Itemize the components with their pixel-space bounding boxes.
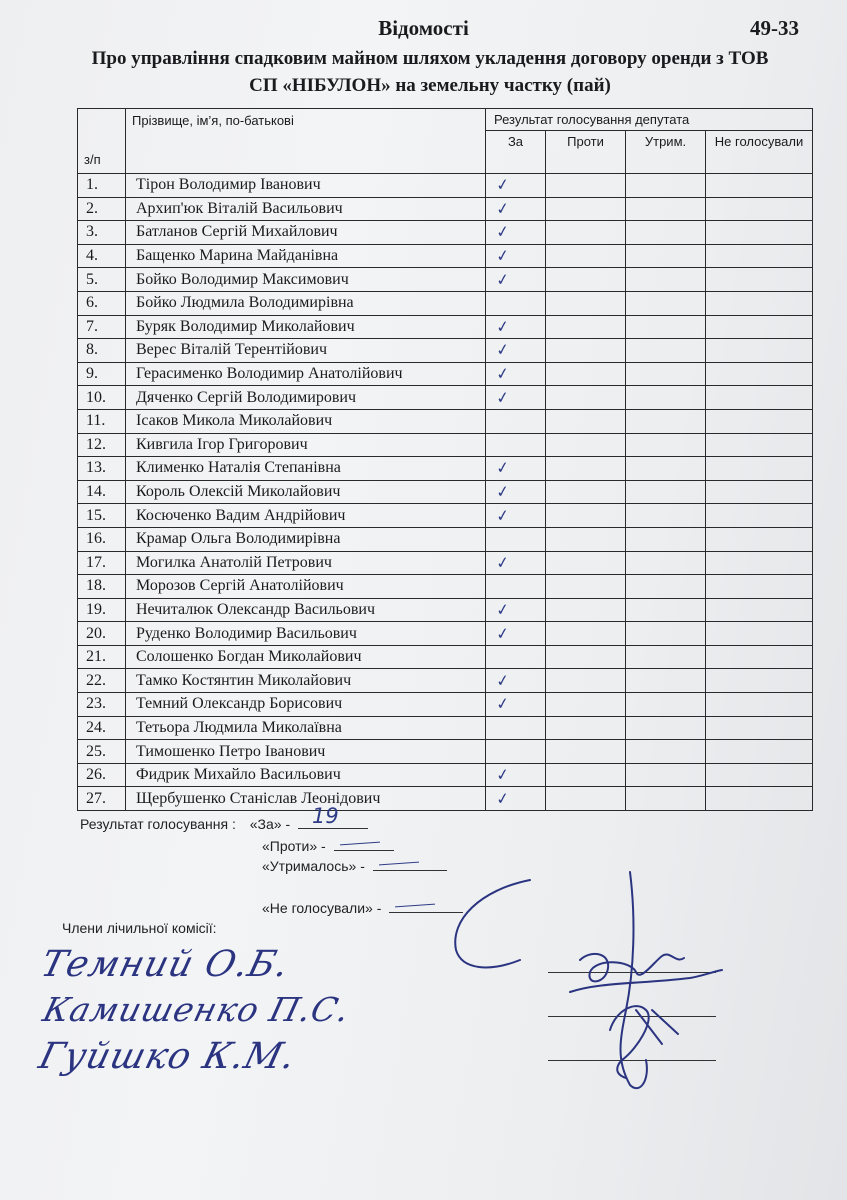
row-vote-not-voted <box>706 339 813 363</box>
chairman-signature <box>440 860 740 1100</box>
row-vote-abstain <box>626 740 706 764</box>
row-vote-abstain <box>626 716 706 740</box>
row-vote-not-voted <box>706 527 813 551</box>
not-voted-dash <box>395 904 435 908</box>
row-vote-against <box>546 409 626 433</box>
check-mark-icon: ✓ <box>494 457 511 479</box>
row-vote-abstain <box>626 221 706 245</box>
row-vote-not-voted <box>706 575 813 599</box>
results-against-line <box>262 838 394 854</box>
table-row <box>78 386 813 410</box>
row-number: 4. <box>78 244 126 268</box>
row-name: Бащенко Марина Майданівна <box>126 244 486 268</box>
row-name: Щербушенко Станіслав Леонідович <box>126 787 486 811</box>
row-vote-abstain <box>626 433 706 457</box>
row-number: 6. <box>78 291 126 315</box>
for-value: 19 <box>312 804 339 828</box>
row-vote-against <box>546 386 626 410</box>
row-name: Дяченко Сергій Володимирович <box>126 386 486 410</box>
row-vote-for <box>486 575 546 599</box>
table-row <box>78 480 813 504</box>
row-vote-against <box>546 740 626 764</box>
row-vote-for <box>486 244 546 268</box>
table-row <box>78 197 813 221</box>
row-vote-for <box>486 716 546 740</box>
row-vote-for <box>486 598 546 622</box>
row-vote-abstain <box>626 575 706 599</box>
voting-table <box>77 108 813 811</box>
table-row <box>78 645 813 669</box>
row-vote-for <box>486 386 546 410</box>
row-vote-against <box>546 197 626 221</box>
check-mark-icon: ✓ <box>494 787 511 809</box>
row-number: 12. <box>78 433 126 457</box>
table-row <box>78 409 813 433</box>
row-vote-not-voted <box>706 197 813 221</box>
row-name: Архип'юк Віталій Васильович <box>126 197 486 221</box>
row-vote-for <box>486 291 546 315</box>
table-row <box>78 244 813 268</box>
table-row <box>78 339 813 363</box>
row-vote-abstain <box>626 409 706 433</box>
row-vote-against <box>546 268 626 292</box>
row-vote-for <box>486 669 546 693</box>
row-number: 9. <box>78 362 126 386</box>
header-result: Результат голосування депутата <box>486 109 813 131</box>
row-number: 7. <box>78 315 126 339</box>
row-number: 20. <box>78 622 126 646</box>
row-vote-abstain <box>626 291 706 315</box>
row-vote-for <box>486 174 546 198</box>
table-row <box>78 740 813 764</box>
row-vote-abstain <box>626 268 706 292</box>
row-number: 14. <box>78 480 126 504</box>
check-mark-icon: ✓ <box>494 245 511 266</box>
row-name: Руденко Володимир Васильович <box>126 622 486 646</box>
row-number: 10. <box>78 386 126 410</box>
results-abstain-line <box>262 858 447 874</box>
row-vote-abstain <box>626 645 706 669</box>
row-number: 21. <box>78 645 126 669</box>
document-subtitle <box>40 45 820 99</box>
row-vote-abstain <box>626 457 706 481</box>
row-vote-against <box>546 598 626 622</box>
row-vote-abstain <box>626 244 706 268</box>
row-vote-abstain <box>626 386 706 410</box>
signature-stroke-hatch <box>636 1010 678 1044</box>
row-name: Солошенко Богдан Миколайович <box>126 645 486 669</box>
row-vote-against <box>546 362 626 386</box>
for-label: «За» - <box>249 816 291 832</box>
commission-member-signature-3: Гуйшко К.М. <box>34 1036 301 1077</box>
row-vote-abstain <box>626 787 706 811</box>
row-number: 8. <box>78 339 126 363</box>
row-vote-against <box>546 504 626 528</box>
header-for: За <box>486 131 546 174</box>
row-vote-not-voted <box>706 669 813 693</box>
row-number: 13. <box>78 457 126 481</box>
table-row <box>78 669 813 693</box>
check-mark-icon: ✓ <box>494 198 511 219</box>
against-blank <box>334 838 394 851</box>
row-vote-for <box>486 315 546 339</box>
row-vote-for <box>486 740 546 764</box>
check-mark-icon: ✓ <box>494 268 511 290</box>
row-number: 19. <box>78 598 126 622</box>
row-number: 27. <box>78 787 126 811</box>
row-number: 5. <box>78 268 126 292</box>
table-row <box>78 622 813 646</box>
table-row <box>78 362 813 386</box>
signature-stroke-lower <box>610 1006 649 1078</box>
check-mark-icon: ✓ <box>494 599 511 620</box>
row-name: Морозов Сергій Анатолійович <box>126 575 486 599</box>
row-name: Буряк Володимир Миколайович <box>126 315 486 339</box>
row-vote-not-voted <box>706 268 813 292</box>
row-vote-not-voted <box>706 291 813 315</box>
table-row <box>78 433 813 457</box>
row-vote-not-voted <box>706 433 813 457</box>
row-vote-for <box>486 504 546 528</box>
row-vote-against <box>546 457 626 481</box>
table-row <box>78 221 813 245</box>
row-number: 23. <box>78 693 126 717</box>
row-number: 26. <box>78 763 126 787</box>
row-vote-abstain <box>626 763 706 787</box>
row-name: Тірон Володимир Іванович <box>126 174 486 198</box>
abstain-dash <box>379 862 419 866</box>
row-vote-against <box>546 575 626 599</box>
row-vote-for <box>486 693 546 717</box>
commission-member-signature-1: Темний О.Б. <box>36 944 294 985</box>
row-vote-not-voted <box>706 716 813 740</box>
header-against: Проти <box>546 131 626 174</box>
row-vote-not-voted <box>706 598 813 622</box>
row-name: Нечиталюк Олександр Васильович <box>126 598 486 622</box>
commission-member-signature-2: Камишенко П.С. <box>39 990 355 1029</box>
against-dash <box>340 842 380 846</box>
header-name: Прізвище, ім’я, по-батькові <box>126 109 486 174</box>
results-for-line <box>80 804 368 832</box>
row-vote-not-voted <box>706 386 813 410</box>
row-vote-against <box>546 433 626 457</box>
row-number: 15. <box>78 504 126 528</box>
row-vote-for <box>486 409 546 433</box>
row-number: 11. <box>78 409 126 433</box>
row-vote-against <box>546 480 626 504</box>
row-vote-against <box>546 315 626 339</box>
row-name: Тимошенко Петро Іванович <box>126 740 486 764</box>
row-vote-for <box>486 787 546 811</box>
table-row <box>78 575 813 599</box>
row-vote-abstain <box>626 480 706 504</box>
check-mark-icon: ✓ <box>494 363 511 384</box>
row-vote-for <box>486 622 546 646</box>
table-row <box>78 527 813 551</box>
row-vote-for <box>486 645 546 669</box>
row-name: Тетьора Людмила Миколаївна <box>126 716 486 740</box>
check-mark-icon: ✓ <box>494 504 511 526</box>
row-vote-abstain <box>626 339 706 363</box>
abstain-label: «Утрималось» - <box>262 858 365 874</box>
row-vote-for <box>486 221 546 245</box>
row-vote-against <box>546 763 626 787</box>
row-number: 3. <box>78 221 126 245</box>
table-row <box>78 315 813 339</box>
row-vote-against <box>546 669 626 693</box>
check-mark-icon: ✓ <box>494 551 511 573</box>
row-vote-for <box>486 433 546 457</box>
commission-label: Члени лічильної комісії: <box>62 920 217 936</box>
against-label: «Проти» - <box>262 838 326 854</box>
row-name: Батланов Сергій Михайлович <box>126 221 486 245</box>
row-vote-for <box>486 551 546 575</box>
for-blank <box>298 804 368 829</box>
header-abstain: Утрим. <box>626 131 706 174</box>
row-vote-abstain <box>626 362 706 386</box>
row-vote-against <box>546 339 626 363</box>
row-name: Клименко Наталія Степанівна <box>126 457 486 481</box>
row-vote-against <box>546 622 626 646</box>
row-number: 24. <box>78 716 126 740</box>
row-number: 16. <box>78 527 126 551</box>
row-vote-against <box>546 693 626 717</box>
check-mark-icon: ✓ <box>494 339 511 361</box>
row-vote-abstain <box>626 527 706 551</box>
row-vote-against <box>546 291 626 315</box>
row-name: Фидрик Михайло Васильович <box>126 763 486 787</box>
subtitle-line-2: СП «НІБУЛОН» на земельну частку (пай) <box>249 75 611 96</box>
row-vote-for <box>486 339 546 363</box>
row-number: 25. <box>78 740 126 764</box>
results-label: Результат голосування : <box>80 816 236 832</box>
row-vote-not-voted <box>706 693 813 717</box>
row-name: Кивгила Ігор Григорович <box>126 433 486 457</box>
row-vote-not-voted <box>706 622 813 646</box>
row-vote-not-voted <box>706 763 813 787</box>
row-name: Бойко Людмила Володимирівна <box>126 291 486 315</box>
row-name: Король Олексій Миколайович <box>126 480 486 504</box>
row-vote-not-voted <box>706 457 813 481</box>
table-row <box>78 716 813 740</box>
row-number: 17. <box>78 551 126 575</box>
header-number: з/п <box>78 109 126 174</box>
row-vote-abstain <box>626 315 706 339</box>
row-vote-against <box>546 221 626 245</box>
table-row <box>78 763 813 787</box>
subtitle-line-1: Про управління спадковим майном шляхом укладення договору оренди з ТОВ <box>91 48 769 69</box>
row-vote-for <box>486 457 546 481</box>
document-number: 49-33 <box>750 16 799 40</box>
table-row <box>78 504 813 528</box>
table-row <box>78 174 813 198</box>
row-number: 22. <box>78 669 126 693</box>
table-row <box>78 551 813 575</box>
row-name: Могилка Анатолій Петрович <box>126 551 486 575</box>
row-vote-not-voted <box>706 787 813 811</box>
row-number: 2. <box>78 197 126 221</box>
row-name: Крамар Ольга Володимирівна <box>126 527 486 551</box>
check-mark-icon: ✓ <box>494 386 511 408</box>
row-vote-against <box>546 174 626 198</box>
signature-stroke-loop <box>455 880 530 967</box>
row-vote-for <box>486 362 546 386</box>
row-vote-abstain <box>626 598 706 622</box>
row-vote-for <box>486 527 546 551</box>
row-vote-abstain <box>626 669 706 693</box>
voting-table-body <box>78 174 813 811</box>
row-name: Герасименко Володимир Анатолійович <box>126 362 486 386</box>
table-row <box>78 268 813 292</box>
row-name: Тамко Костянтин Миколайович <box>126 669 486 693</box>
abstain-blank <box>373 858 447 871</box>
row-vote-not-voted <box>706 740 813 764</box>
row-vote-not-voted <box>706 174 813 198</box>
check-mark-icon: ✓ <box>494 174 511 196</box>
check-mark-icon: ✓ <box>494 221 511 243</box>
row-vote-against <box>546 716 626 740</box>
results-not-voted-line <box>262 900 463 916</box>
row-vote-not-voted <box>706 504 813 528</box>
header-not-voted: Не голосували <box>706 131 813 174</box>
row-vote-abstain <box>626 551 706 575</box>
row-vote-against <box>546 787 626 811</box>
row-number: 1. <box>78 174 126 198</box>
row-vote-not-voted <box>706 480 813 504</box>
table-row <box>78 693 813 717</box>
row-vote-abstain <box>626 622 706 646</box>
table-row <box>78 291 813 315</box>
row-vote-abstain <box>626 197 706 221</box>
table-row <box>78 598 813 622</box>
row-vote-not-voted <box>706 362 813 386</box>
row-number: 18. <box>78 575 126 599</box>
row-vote-for <box>486 197 546 221</box>
row-vote-for <box>486 268 546 292</box>
check-mark-icon: ✓ <box>494 693 511 715</box>
check-mark-icon: ✓ <box>494 764 511 785</box>
row-vote-not-voted <box>706 244 813 268</box>
check-mark-icon: ✓ <box>494 316 511 337</box>
row-vote-against <box>546 551 626 575</box>
row-name: Темний Олександр Борисович <box>126 693 486 717</box>
row-vote-abstain <box>626 504 706 528</box>
row-name: Верес Віталій Терентійович <box>126 339 486 363</box>
not-voted-label: «Не голосували» - <box>262 900 382 916</box>
row-vote-for <box>486 480 546 504</box>
row-name: Косюченко Вадим Андрійович <box>126 504 486 528</box>
row-name: Ісаков Микола Миколайович <box>126 409 486 433</box>
check-mark-icon: ✓ <box>494 669 511 691</box>
table-row <box>78 457 813 481</box>
row-vote-against <box>546 527 626 551</box>
check-mark-icon: ✓ <box>494 481 511 502</box>
row-vote-against <box>546 645 626 669</box>
check-mark-icon: ✓ <box>494 622 511 644</box>
table-row <box>78 787 813 811</box>
row-vote-not-voted <box>706 409 813 433</box>
row-vote-against <box>546 244 626 268</box>
row-vote-abstain <box>626 693 706 717</box>
row-vote-not-voted <box>706 315 813 339</box>
document-title: Відомості <box>378 16 469 40</box>
row-vote-not-voted <box>706 551 813 575</box>
row-vote-not-voted <box>706 645 813 669</box>
row-vote-not-voted <box>706 221 813 245</box>
row-vote-for <box>486 763 546 787</box>
row-vote-abstain <box>626 174 706 198</box>
signature-stroke-vertical <box>621 872 647 1088</box>
row-name: Бойко Володимир Максимович <box>126 268 486 292</box>
